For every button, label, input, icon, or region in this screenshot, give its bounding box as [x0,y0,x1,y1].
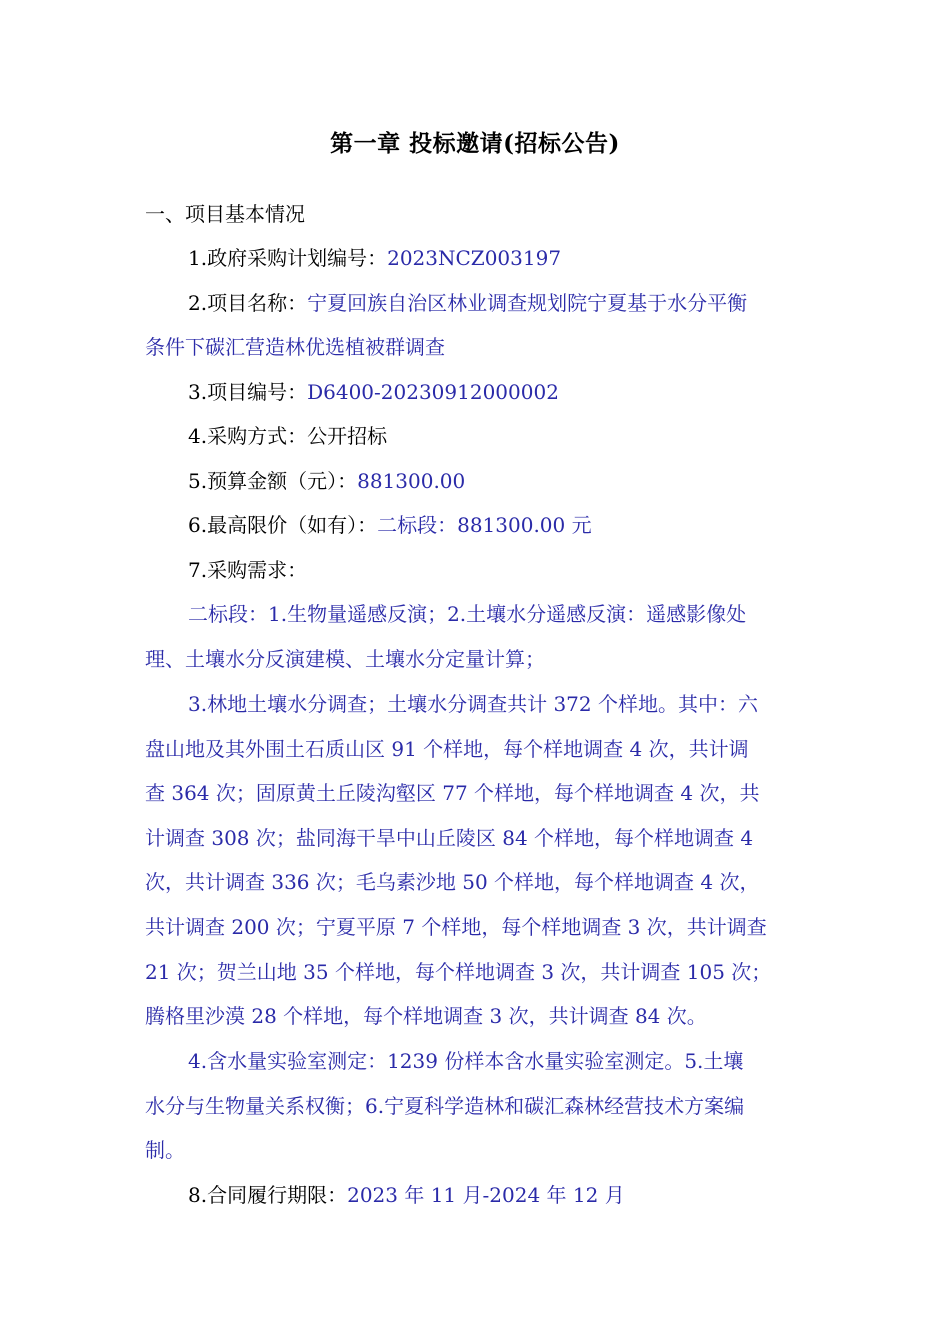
field-label: 1.政府采购计划编号： [188,246,388,270]
field-value: 宁夏回族自治区林业调查规划院宁夏基于水分平衡 [307,291,748,315]
procurement-requirements-label: 7.采购需求： [188,558,308,582]
section-heading: 一、项目基本情况 [145,202,305,226]
field-label: 5.预算金额（元）： [188,469,358,493]
field-value: 2023NCZ003197 [387,246,562,270]
requirements-para3-line: 水分与生物量关系权衡；6.宁夏科学造林和碳汇森林经营技术方案编 [145,1094,745,1118]
requirements-para2-line: 3.林地土壤水分调查；土壤水分调查共计 372 个样地。其中：六 [188,692,758,716]
field-label: 8.合同履行期限： [188,1183,348,1207]
procurement-method [188,420,387,452]
requirements-para2-line: 共计调查 200 次；宁夏平原 7 个样地，每个样地调查 3 次，共计调查 [145,915,767,939]
project-number [188,376,559,408]
requirements-para1-line: 二标段：1.生物量遥感反演；2.土壤水分遥感反演：遥感影像处 [188,602,747,626]
field-label: 3.项目编号： [188,380,308,404]
field-label: 4.采购方式： [188,424,308,448]
procurement-plan-number [188,242,561,274]
chapter-title: 第一章 投标邀请(招标公告) [330,130,620,157]
field-value: 2023 年 11 月-2024 年 12 月 [347,1183,625,1207]
requirements-para2-line: 腾格里沙漠 28 个样地，每个样地调查 3 次，共计调查 84 次。 [145,1004,707,1028]
requirements-para2-line: 21 次；贺兰山地 35 个样地，每个样地调查 3 次，共计调查 105 次； [145,960,772,984]
requirements-para2-line: 次，共计调查 336 次；毛乌素沙地 50 个样地，每个样地调查 4 次， [145,870,760,894]
field-label: 6.最高限价（如有）： [188,513,378,537]
requirements-para2-line: 盘山地及其外围土石质山区 91 个样地，每个样地调查 4 次，共计调 [145,737,749,761]
field-value: 公开招标 [307,424,388,448]
budget-amount [188,465,465,497]
requirements-para3-line: 制。 [145,1138,185,1162]
requirements-para1-line: 理、土壤水分反演建模、土壤水分定量计算； [145,647,545,671]
project-name-continued: 条件下碳汇营造林优选植被群调查 [145,335,445,359]
project-name [188,287,747,319]
requirements-para2-line: 查 364 次；固原黄土丘陵沟壑区 77 个样地，每个样地调查 4 次，共 [145,781,760,805]
field-value: 881300.00 [357,469,466,493]
field-value: D6400-20230912000002 [307,380,559,404]
contract-period [188,1179,625,1211]
field-value: 二标段：881300.00 元 [377,513,592,537]
requirements-para3-line: 4.含水量实验室测定：1239 份样本含水量实验室测定。5.土壤 [188,1049,744,1073]
field-label: 2.项目名称： [188,291,308,315]
requirements-para2-line: 计调查 308 次；盐同海干旱中山丘陵区 84 个样地，每个样地调查 4 [145,826,754,850]
max-price [188,509,592,541]
